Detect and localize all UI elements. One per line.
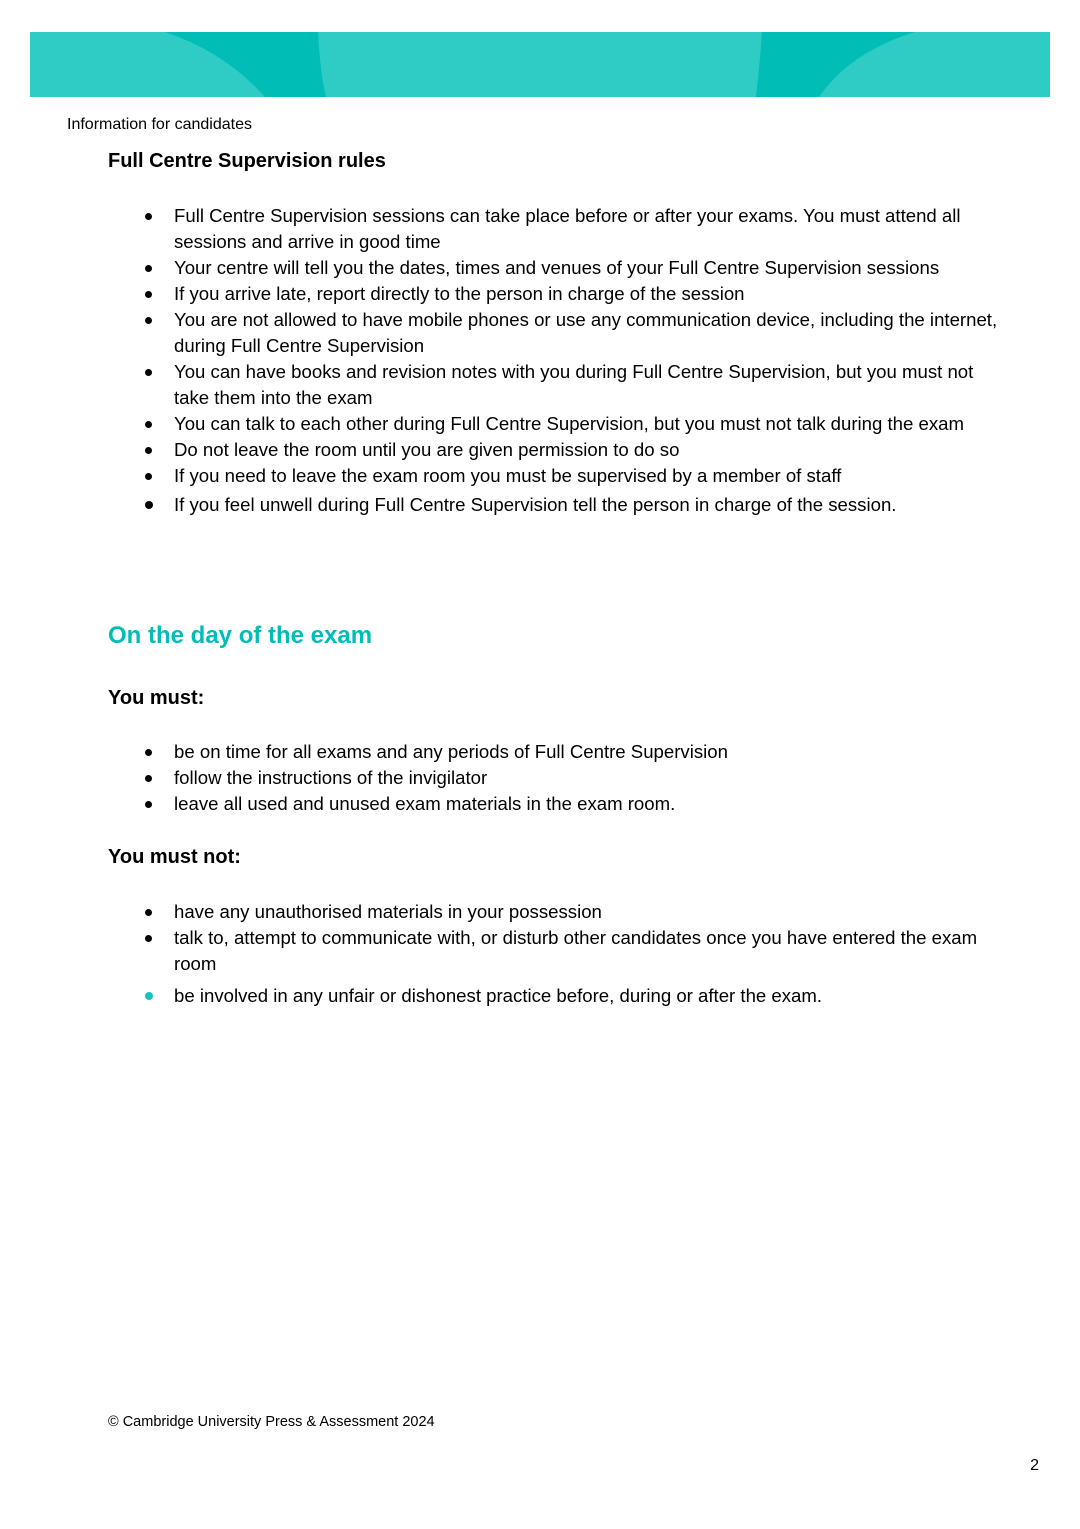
bullet-icon — [145, 317, 152, 324]
list-item: be on time for all exams and any periods of Full Centre Supervision — [108, 739, 1008, 765]
list-item: Do not leave the room until you are given permission to do so — [108, 437, 1008, 463]
list-item: If you arrive late, report directly to the person in charge of the session — [108, 281, 1008, 307]
list-item: You can have books and revision notes with you during Full Centre Supervision, but you must not take them into the exam — [108, 359, 1008, 411]
list-item: If you need to leave the exam room you must be supervised by a member of staff — [108, 463, 1008, 489]
copyright-footer: © Cambridge University Press & Assessment 2024 — [108, 1414, 435, 1430]
bullet-icon — [145, 775, 152, 782]
you-must-not-heading: You must not: — [108, 846, 241, 868]
list-item: Full Centre Supervision sessions can take place before or after your exams. You must attend all sessions and arrive in good time — [108, 203, 1008, 255]
teal-bullet-icon — [145, 992, 153, 1000]
page-number: 2 — [1030, 1457, 1039, 1474]
list-item: You are not allowed to have mobile phones or use any communication device, including the internet, during Full Centre Supervision — [108, 307, 1008, 359]
fcs-rules-heading: Full Centre Supervision rules — [108, 150, 386, 172]
list-item: be involved in any unfair or dishonest practice before, during or after the exam. — [108, 983, 1008, 1009]
list-item: talk to, attempt to communicate with, or disturb other candidates once you have entered the exam room — [108, 925, 1008, 977]
bullet-icon — [145, 935, 152, 942]
you-must-heading: You must: — [108, 687, 205, 709]
bullet-icon — [145, 501, 153, 509]
list-item: Your centre will tell you the dates, times and venues of your Full Centre Supervision sessions — [108, 255, 1008, 281]
bullet-icon — [145, 291, 152, 298]
list-item: have any unauthorised materials in your possession — [108, 899, 1008, 925]
bullet-icon — [145, 749, 152, 756]
bullet-icon — [145, 801, 152, 808]
bullet-icon — [145, 369, 152, 376]
exam-day-heading: On the day of the exam — [108, 622, 373, 649]
bullet-icon — [145, 421, 152, 428]
list-item: follow the instructions of the invigilator — [108, 765, 1008, 791]
you-must-not-list — [108, 899, 1008, 1009]
bullet-icon — [145, 909, 152, 916]
you-must-list — [108, 739, 1008, 817]
bullet-icon — [145, 265, 152, 272]
bullet-icon — [145, 473, 152, 480]
list-item: If you feel unwell during Full Centre Supervision tell the person in charge of the session. — [108, 492, 1008, 518]
fcs-rules-list — [108, 203, 1008, 518]
banner-graphic — [30, 32, 1050, 97]
bullet-icon — [145, 213, 152, 220]
bullet-icon — [145, 447, 152, 454]
list-item: You can talk to each other during Full Centre Supervision, but you must not talk during the exam — [108, 411, 1008, 437]
header-banner — [30, 32, 1050, 97]
running-head: Information for candidates — [67, 116, 252, 133]
list-item: leave all used and unused exam materials in the exam room. — [108, 791, 1008, 817]
